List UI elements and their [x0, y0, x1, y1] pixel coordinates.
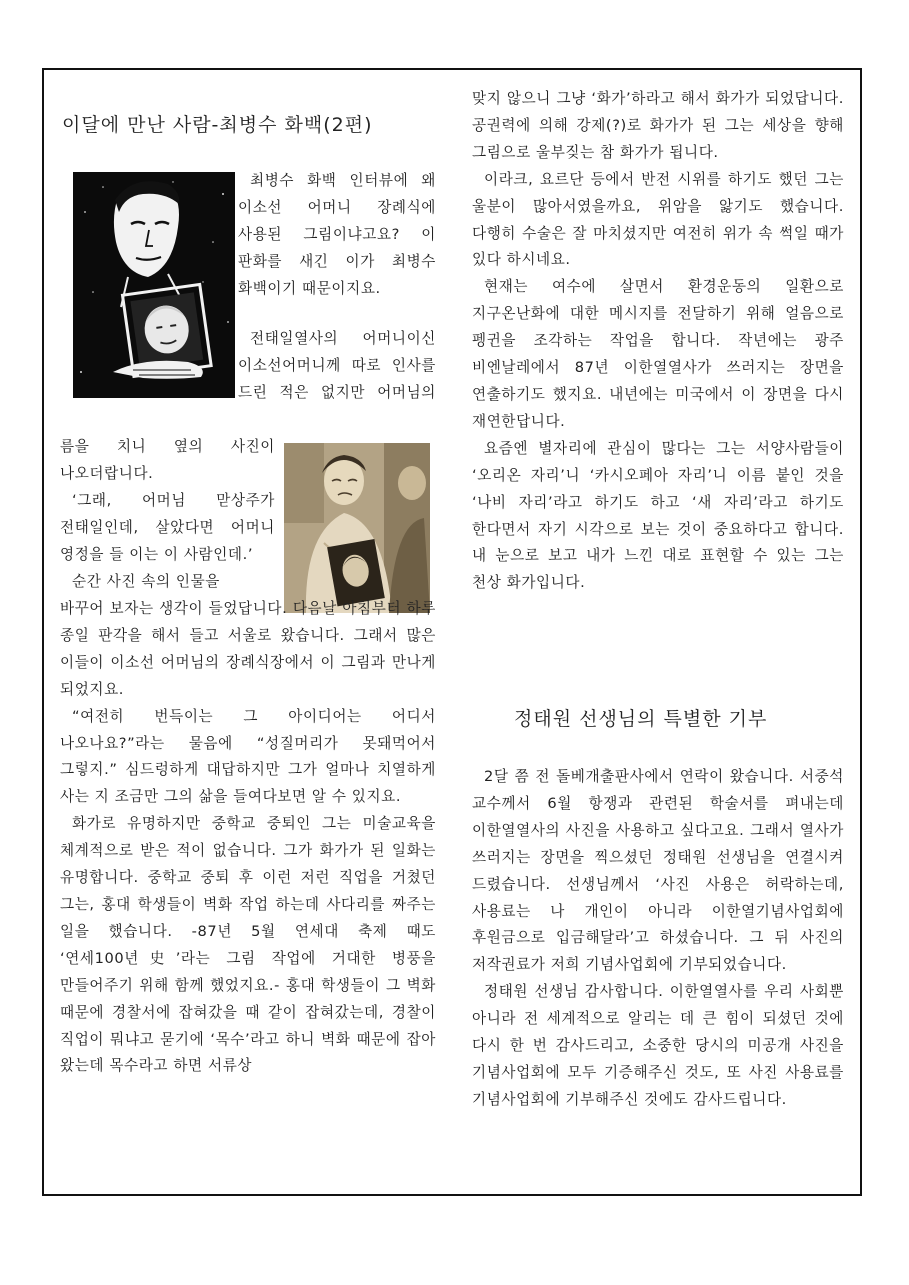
- article1-text-block-col2: [472, 86, 844, 597]
- article1-paragraph: 맞지 않으니 그냥 ‘화가’하라고 해서 화가가 되었답니다. 공권력에 의해 강제(?)로 화가가 된 그는 세상을 향해 그림으로 울부짖는 참 화가가 됩니다.: [472, 90, 844, 161]
- article2-paragraph: 2달 쯤 전 돌베개출판사에서 연락이 왔습니다. 서중석 교수께서 6월 항쟁과 관련된 학술서를 펴내는데 이한열열사의 사진을 사용하고 싶다고요. 그래서 열사가 쓰러지는 장면을 찍으셨던 정태원 선생님을 연결시켜 드렸습니다. 선생님께서 ‘사진 사용은 허락하는데, 사용료는 나 개인이 아니라 이한열기념사업회에 후원금으로 입금해달라’고 하셨습니다. 그 뒤 사진의 저작권료가 저희 기념사업회에 기부되었습니다.: [472, 768, 844, 974]
- woodcut-portrait-icon: [73, 172, 235, 398]
- article1-paragraph: 이라크, 요르단 등에서 반전 시위를 하기도 했던 그는 울분이 많아서였을까요, 위암을 앓기도 했습니다. 다행히 수술은 잘 마치셨지만 여전히 위가 속 썩일 때가 있다 하시네요.: [472, 170, 844, 269]
- article1-second-paragraph: 전태일열사의 어머니이신 이소선어머니께 따로 인사를 드린 적은 없지만 어머님의: [238, 330, 436, 401]
- article1-paragraph: “여전히 번득이는 그 아이디어는 어디서 나오나요?”라는 물음에 “성질머리가 못돼먹어서 그렇지.” 심드렁하게 대답하지만 그가 얼마나 치열하게 사는 지 조금만 그의 삶을 들여다보면 알 수 있지요.: [60, 707, 436, 806]
- article2-paragraph: 정태원 선생님 감사합니다. 이한열열사를 우리 사회뿐 아니라 전 세계적으로 알리는 데 큰 힘이 되셨던 것에 다시 한 번 감사드리고, 소중한 당시의 미공개 사진을 기념사업회에 모두 기증해주신 것도, 또 사진 사용료를 기념사업회에 기부해주신 것에도 감사드립니다.: [472, 983, 844, 1108]
- article1-text-block-b: [60, 434, 275, 595]
- article1-intro-paragraph: 최병수 화백 인터뷰에 왜 이소선 어머니 장례식에 사용된 그림이냐고요? 이 판화를 새긴 이가 최병수 화백이기 때문이지요.: [238, 172, 436, 297]
- article1-paragraph: 화가로 유명하지만 중학교 중퇴인 그는 미술교육을 체계적으로 받은 적이 없습니다. 그가 화가가 된 일화는 유명합니다. 중학교 중퇴 후 이런 저런 직업을 거쳤던 그는, 홍대 학생들이 벽화 작업 하는데 사다리를 짜주는 일을 했습니다. -87년 5월 연세대 축제 때도 ‘연세100년史’라는 그림 작업에 거대한 병풍을 만들어주기 위해 함께 했었지요.- 홍대 학생들이 그 벽화 때문에 경찰서에 잡혀갔을 때 같이 잡혀갔는데, 경찰이 직업이 뭐냐고 묻기에 ‘목수’라고 하니 벽화 때문에 잡아 왔는데 목수라고 하면 서류상: [60, 815, 436, 1075]
- woodcut-portrait-image: [73, 172, 235, 398]
- article1-text-block-c: [60, 596, 436, 1080]
- article-title-choi-byungsoo: 이달에 만난 사람-최병수 화백(2편): [62, 114, 373, 136]
- article1-second-paragraph-wrap: [238, 326, 436, 406]
- article1-paragraph: 요즘엔 별자리에 관심이 많다는 그는 서양사람들이 ‘오리온 자리’니 ‘카시오페아 자리’니 이름 붙인 것을 ‘나비 자리’라고 하기도 하고 ‘새 자리’라고 하기도 한다면서 자기 시각으로 보는 것이 중요하다고 합니다. 내 눈으로 보고 내가 느낀 대로 표현할 수 있는 그는 천상 화가입니다.: [472, 439, 844, 592]
- article1-paragraph: 현재는 여수에 살면서 환경운동의 일환으로 지구온난화에 대한 메시지를 전달하기 위해 얼음으로 펭귄을 조각하는 작업을 합니다. 작년에는 광주 비엔날레에서 87년 이한열열사가 쓰러지는 장면을 연출하기도 했지요. 내년에는 미국에서 이 장면을 다시 재연한답니다.: [472, 278, 844, 430]
- article2-text-block: [472, 764, 844, 1114]
- mother-holding-portrait-photo: [284, 443, 430, 613]
- article-title-jung-taewon: 정태원 선생님의 특별한 기부: [514, 708, 768, 730]
- article1-paragraph: 름을 치니 옆의 사진이 나오더랍니다.: [60, 438, 275, 482]
- sepia-photo-icon: [284, 443, 430, 613]
- article1-paragraph: 순간 사진 속의 인물을: [72, 572, 220, 590]
- article1-paragraph: 바꾸어 보자는 생각이 들었답니다. 다음날 아침부터 하루 종일 판각을 해서 들고 서울로 왔습니다. 그래서 많은 이들이 이소선 어머님의 장례식장에서 이 그림과 만나게 되었지요.: [60, 600, 436, 698]
- article1-paragraph: ‘그래, 어머님 맏상주가 전태일인데, 살았다면 어머니 영정을 들 이는 이 사람인데.’: [60, 491, 275, 563]
